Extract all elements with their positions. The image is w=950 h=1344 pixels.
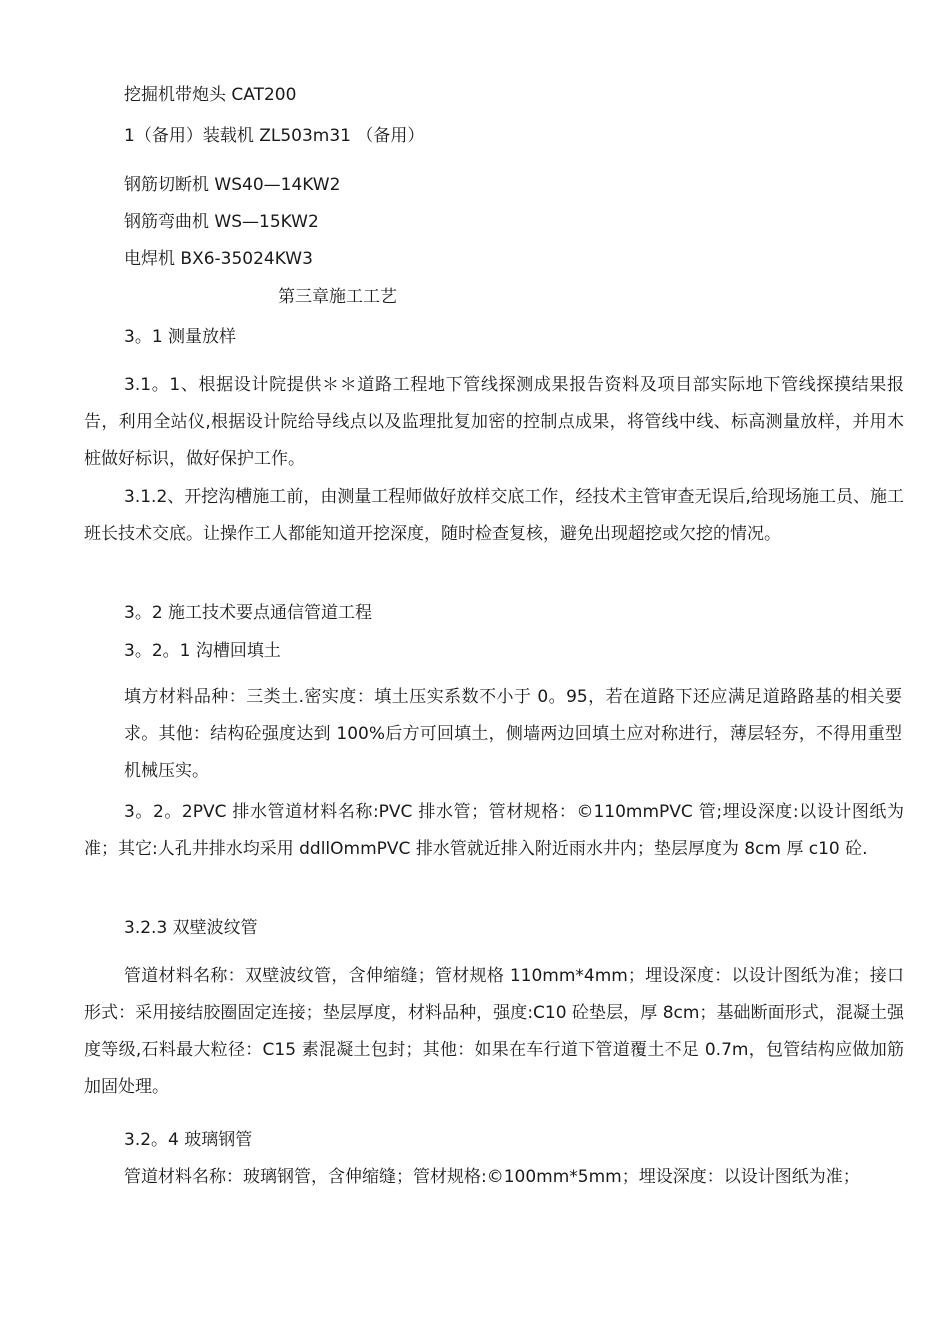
chapter-title: 第三章施工工艺 [278, 287, 397, 307]
paragraph: 管道材料名称：玻璃钢管，含伸缩缝；管材规格:©100mm*5mm；埋设深度：以设计图纸为准； [124, 1167, 860, 1187]
subsection-heading: 3.2.3 双壁波纹管 [124, 918, 258, 938]
equipment-line: 挖掘机带炮头 CAT200 [124, 85, 297, 105]
paragraph: 填方材料品种：三类土.密实度：填土压实系数不小于 0。95，若在道路下还应满足道路路基的相关要求。其他：结构砼强度达到 100%后方可回填土，侧墙两边回填土应对称进行，薄层轻夯，不得用重型机械压实。 [124, 687, 902, 781]
equipment-line: 1（备用）装载机 ZL503m31 （备用） [124, 126, 425, 146]
paragraph: 3。2。2PVC 排水管道材料名称:PVC 排水管；管材规格：©110mmPVC 管;埋设深度:以设计图纸为准；其它:人孔井排水均采用 ddllOmmPVC 排水管就近排入附近雨水井内；垫层厚度为 8cm 厚 c10 砼. [84, 802, 904, 859]
section-heading: 3。1 测量放样 [124, 327, 237, 347]
paragraph: 3.1.2、开挖沟槽施工前，由测量工程师做好放样交底工作，经技术主管审查无误后,给现场施工员、施工班长技术交底。让操作工人都能知道开挖深度，随时检查复核，避免出现超挖或欠挖的情况。 [84, 487, 904, 544]
equipment-line: 钢筋切断机 WS40—14KW2 [124, 175, 341, 195]
paragraph: 管道材料名称：双壁波纹管，含伸缩缝；管材规格 110mm*4mm；埋设深度：以设计图纸为准；接口形式：采用接结胶圈固定连接；垫层厚度，材料品种，强度:C10 砼垫层，厚 8cm；基础断面形式，混凝土强度等级,石料最大粒径：C15 素混凝土包封；其他：如果在车行道下管道覆土不足 0.7m，包管结构应做加筋加固处理。 [84, 966, 904, 1097]
equipment-line: 钢筋弯曲机 WS—15KW2 [124, 212, 319, 232]
subsection-heading: 3。2。1 沟槽回填土 [124, 641, 281, 661]
subsection-heading: 3.2。4 玻璃钢管 [124, 1130, 253, 1150]
paragraph: 3.1。1、根据设计院提供＊＊道路工程地下管线探测成果报告资料及项目部实际地下管线探摸结果报告，利用全站仪,根据设计院给导线点以及监理批复加密的控制点成果，将管线中线、标高测量放样，并用木桩做好标识，做好保护工作。 [84, 375, 904, 469]
equipment-line: 电焊机 BX6-35024KW3 [124, 249, 313, 269]
section-heading: 3。2 施工技术要点通信管道工程 [124, 603, 373, 623]
